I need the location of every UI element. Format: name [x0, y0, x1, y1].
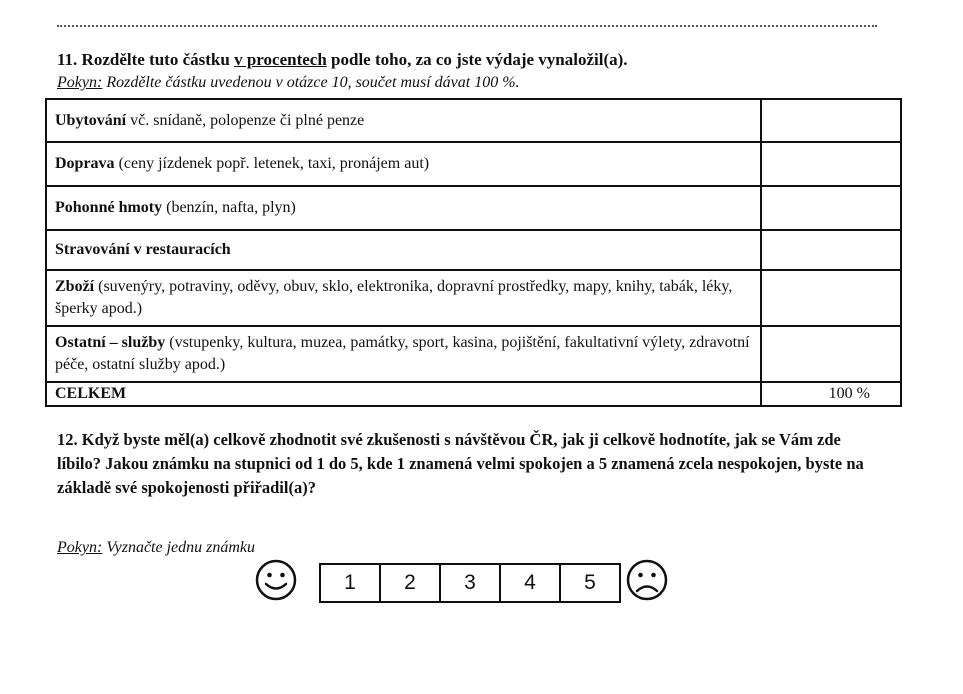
expense-label: Pohonné hmoty (benzín, nafta, plyn) — [46, 186, 761, 230]
expense-row-accommodation — [46, 99, 901, 142]
expense-row-services — [46, 326, 901, 382]
grade-option-3[interactable]: 3 — [439, 565, 499, 601]
expense-row-transport — [46, 142, 901, 186]
expense-label: Stravování v restauracích — [46, 230, 761, 270]
expense-percent-field[interactable] — [761, 326, 901, 382]
expense-row-restaurants — [46, 230, 901, 270]
grade-scale — [319, 563, 621, 603]
expense-label: Zboží (suvenýry, potraviny, oděvy, obuv, sklo, elektronika, dopravní prostředky, mapy, knihy, tabák, léky, šperky apod.) — [46, 270, 761, 326]
grade-option-5[interactable]: 5 — [559, 565, 619, 601]
expense-label: Ubytování vč. snídaně, polopenze či plné penze — [46, 99, 761, 142]
expense-label: CELKEM — [46, 382, 761, 406]
expense-row-total — [46, 382, 901, 406]
expense-row-goods — [46, 270, 901, 326]
expense-label: Doprava (ceny jízdenek popř. letenek, taxi, pronájem aut) — [46, 142, 761, 186]
expense-percent-field[interactable] — [761, 186, 901, 230]
question-11-title: 11. Rozdělte tuto částku v procentech podle toho, za co jste výdaje vynaložil(a). — [57, 50, 628, 69]
expense-percent-field[interactable] — [761, 99, 901, 142]
grade-option-2[interactable]: 2 — [379, 565, 439, 601]
grade-option-4[interactable]: 4 — [499, 565, 559, 601]
expense-percent-field[interactable] — [761, 270, 901, 326]
dotted-separator — [57, 25, 877, 27]
question-11-instruction: Pokyn: Rozdělte částku uvedenou v otázce 10, součet musí dávat 100 %. — [57, 74, 520, 91]
expense-label: Ostatní – služby (vstupenky, kultura, muzea, památky, sport, kasina, pojištění, fakultativní výlety, zdravotní péče, ostatní služby apod.) — [46, 326, 761, 382]
expense-percent-field[interactable] — [761, 142, 901, 186]
expense-percent-field[interactable] — [761, 230, 901, 270]
grade-option-1[interactable]: 1 — [344, 571, 356, 594]
question-12-text: 12. Když byste měl(a) celkově zhodnotit své zkušenosti s návštěvou ČR, jak ji celkově hodnotíte, jak se Vám zde líbilo? Jakou známku na stupnici od 1 do 5, kde 1 znamená velmi spokojen a 5 znamená zcela nespokojen, byste na základě své spokojenosti přiřadil(a)? — [57, 430, 864, 497]
expense-row-fuel — [46, 186, 901, 230]
smiley-face-icon — [254, 558, 298, 602]
expense-table — [45, 98, 902, 407]
total-percent-value: 100 % — [761, 382, 901, 406]
question-12-instruction: Pokyn: Vyznačte jednu známku — [57, 539, 256, 556]
frowning-face-icon — [625, 558, 669, 602]
